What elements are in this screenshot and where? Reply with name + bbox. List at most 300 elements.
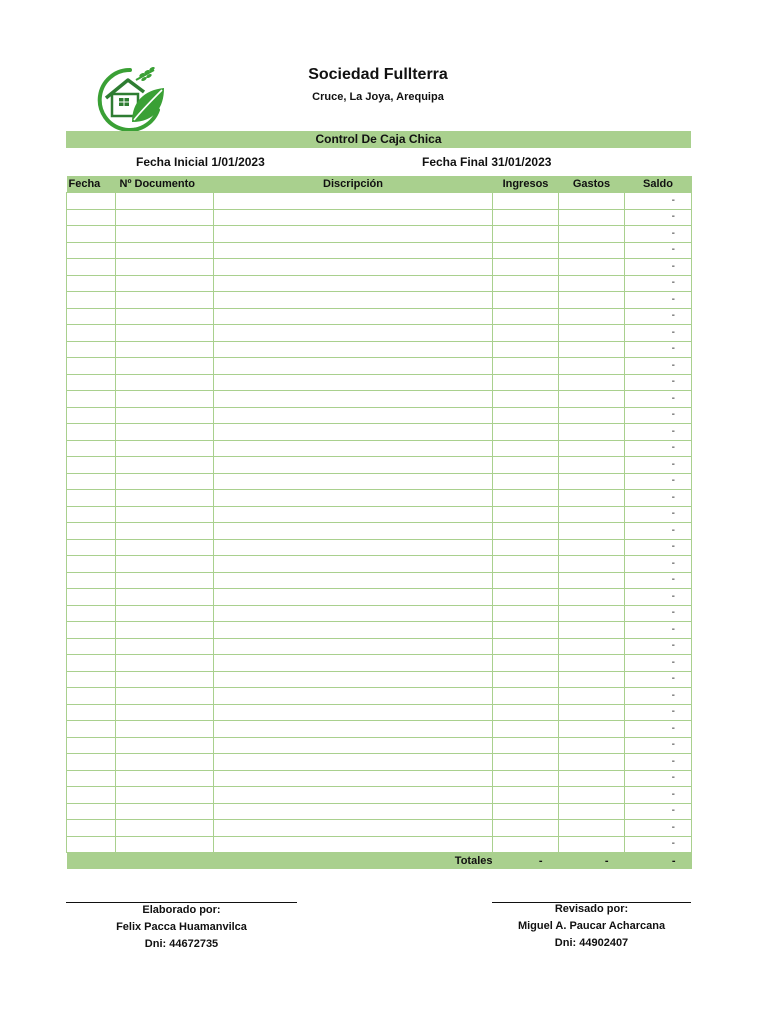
table-row — [67, 424, 692, 441]
cell-saldo[interactable]: - — [625, 391, 692, 408]
cell-descripcion[interactable] — [214, 820, 493, 837]
cell-ingresos[interactable] — [493, 473, 559, 490]
cell-saldo[interactable]: - — [625, 556, 692, 573]
cell-gastos[interactable] — [559, 754, 625, 771]
cell-gastos[interactable] — [559, 374, 625, 391]
cell-documento[interactable] — [116, 671, 214, 688]
table-row — [67, 325, 692, 342]
reviewed-by-label: Revisado por: — [554, 903, 629, 915]
table-row — [67, 638, 692, 655]
end-date-line — [422, 155, 551, 169]
cell-fecha[interactable] — [67, 605, 116, 622]
table-row — [67, 770, 692, 787]
cell-documento[interactable] — [116, 341, 214, 358]
cell-ingresos[interactable] — [493, 358, 559, 375]
cell-gastos[interactable] — [559, 308, 625, 325]
table-row — [67, 209, 692, 226]
cell-gastos[interactable] — [559, 473, 625, 490]
cell-descripcion[interactable] — [214, 440, 493, 457]
cell-saldo[interactable]: - — [625, 325, 692, 342]
cell-descripcion[interactable] — [214, 242, 493, 259]
table-row — [67, 556, 692, 573]
cell-documento[interactable] — [116, 688, 214, 705]
cell-gastos[interactable] — [559, 836, 625, 853]
cell-documento[interactable] — [116, 737, 214, 754]
cell-descripcion[interactable] — [214, 770, 493, 787]
table-row — [67, 242, 692, 259]
table-row — [67, 292, 692, 309]
cell-documento[interactable] — [116, 787, 214, 804]
cell-descripcion[interactable] — [214, 341, 493, 358]
cell-ingresos[interactable] — [493, 193, 559, 210]
cell-descripcion[interactable] — [214, 671, 493, 688]
cell-gastos[interactable] — [559, 704, 625, 721]
table-row — [67, 539, 692, 556]
table-row — [67, 836, 692, 853]
cell-ingresos[interactable] — [493, 226, 559, 243]
cell-ingresos[interactable] — [493, 490, 559, 507]
cell-ingresos[interactable] — [493, 671, 559, 688]
cell-gastos[interactable] — [559, 457, 625, 474]
cell-fecha[interactable] — [67, 820, 116, 837]
cell-documento[interactable] — [116, 770, 214, 787]
cell-documento[interactable] — [116, 292, 214, 309]
table-row — [67, 721, 692, 738]
cell-saldo[interactable]: - — [625, 341, 692, 358]
cell-ingresos[interactable] — [493, 638, 559, 655]
cell-descripcion[interactable] — [214, 688, 493, 705]
cell-ingresos[interactable] — [493, 209, 559, 226]
cell-ingresos[interactable] — [493, 391, 559, 408]
cell-fecha[interactable] — [67, 572, 116, 589]
cell-saldo[interactable]: - — [625, 704, 692, 721]
cell-ingresos[interactable] — [493, 308, 559, 325]
cell-ingresos[interactable] — [493, 622, 559, 639]
cell-fecha[interactable] — [67, 836, 116, 853]
cell-saldo[interactable]: - — [625, 820, 692, 837]
cell-saldo[interactable]: - — [625, 308, 692, 325]
cell-ingresos[interactable] — [493, 374, 559, 391]
cell-fecha[interactable] — [67, 556, 116, 573]
cell-saldo[interactable]: - — [625, 259, 692, 276]
company-logo — [92, 64, 168, 132]
cell-saldo[interactable]: - — [625, 523, 692, 540]
table-row — [67, 655, 692, 672]
cell-documento[interactable] — [116, 655, 214, 672]
cell-descripcion[interactable] — [214, 490, 493, 507]
table-row — [67, 358, 692, 375]
cell-saldo[interactable]: - — [625, 688, 692, 705]
company-name: Sociedad Fullterra — [308, 66, 448, 83]
cell-ingresos[interactable] — [493, 688, 559, 705]
cell-gastos[interactable] — [559, 259, 625, 276]
cell-ingresos[interactable] — [493, 737, 559, 754]
cell-gastos[interactable] — [559, 655, 625, 672]
prepared-by-id: Dni: 44672735 — [144, 938, 219, 950]
table-row — [67, 275, 692, 292]
cell-saldo[interactable]: - — [625, 638, 692, 655]
cell-descripcion[interactable] — [214, 209, 493, 226]
cell-fecha[interactable] — [67, 506, 116, 523]
table-row — [67, 671, 692, 688]
cell-fecha[interactable] — [67, 457, 116, 474]
cell-gastos[interactable] — [559, 391, 625, 408]
cell-saldo[interactable]: - — [625, 424, 692, 441]
cell-saldo[interactable]: - — [625, 242, 692, 259]
cell-gastos[interactable] — [559, 226, 625, 243]
cell-descripcion[interactable] — [214, 193, 493, 210]
cell-documento[interactable] — [116, 457, 214, 474]
cell-documento[interactable] — [116, 605, 214, 622]
cell-ingresos[interactable] — [493, 754, 559, 771]
cell-documento[interactable] — [116, 622, 214, 639]
cell-fecha[interactable] — [67, 539, 116, 556]
cell-fecha[interactable] — [67, 803, 116, 820]
cell-fecha[interactable] — [67, 292, 116, 309]
cell-gastos[interactable] — [559, 490, 625, 507]
cell-descripcion[interactable] — [214, 325, 493, 342]
cell-saldo[interactable]: - — [625, 407, 692, 424]
cell-gastos[interactable] — [559, 242, 625, 259]
table-row — [67, 440, 692, 457]
cell-saldo[interactable]: - — [625, 754, 692, 771]
header-saldo: Saldo — [625, 176, 692, 193]
cell-descripcion[interactable] — [214, 737, 493, 754]
cell-documento[interactable] — [116, 473, 214, 490]
cell-fecha[interactable] — [67, 325, 116, 342]
cell-documento[interactable] — [116, 275, 214, 292]
cell-fecha[interactable] — [67, 490, 116, 507]
cell-gastos[interactable] — [559, 523, 625, 540]
cell-fecha[interactable] — [67, 655, 116, 672]
company-address: Cruce, La Joya, Arequipa — [312, 91, 444, 103]
table-row — [67, 226, 692, 243]
cell-ingresos[interactable] — [493, 275, 559, 292]
cell-saldo[interactable]: - — [625, 622, 692, 639]
cell-saldo[interactable]: - — [625, 275, 692, 292]
cell-descripcion[interactable] — [214, 424, 493, 441]
cell-documento[interactable] — [116, 523, 214, 540]
cell-fecha[interactable] — [67, 341, 116, 358]
cell-documento[interactable] — [116, 374, 214, 391]
table-row — [67, 407, 692, 424]
cell-documento[interactable] — [116, 325, 214, 342]
table-row — [67, 259, 692, 276]
cell-descripcion[interactable] — [214, 275, 493, 292]
cell-descripcion[interactable] — [214, 572, 493, 589]
table-row — [67, 341, 692, 358]
cell-saldo[interactable]: - — [625, 292, 692, 309]
cell-ingresos[interactable] — [493, 803, 559, 820]
cell-gastos[interactable] — [559, 325, 625, 342]
cell-saldo[interactable]: - — [625, 787, 692, 804]
cell-fecha[interactable] — [67, 242, 116, 259]
cell-descripcion[interactable] — [214, 556, 493, 573]
cell-fecha[interactable] — [67, 622, 116, 639]
cell-ingresos[interactable] — [493, 424, 559, 441]
table-row — [67, 308, 692, 325]
cell-descripcion[interactable] — [214, 622, 493, 639]
cell-gastos[interactable] — [559, 275, 625, 292]
cell-saldo[interactable]: - — [625, 671, 692, 688]
cell-gastos[interactable] — [559, 440, 625, 457]
cell-ingresos[interactable] — [493, 407, 559, 424]
cell-gastos[interactable] — [559, 688, 625, 705]
cell-ingresos[interactable] — [493, 457, 559, 474]
table-row — [67, 490, 692, 507]
cell-ingresos[interactable] — [493, 721, 559, 738]
cell-ingresos[interactable] — [493, 605, 559, 622]
table-row — [67, 803, 692, 820]
cell-gastos[interactable] — [559, 556, 625, 573]
cell-ingresos[interactable] — [493, 325, 559, 342]
cell-documento[interactable] — [116, 209, 214, 226]
cell-descripcion[interactable] — [214, 704, 493, 721]
cell-documento[interactable] — [116, 259, 214, 276]
cell-fecha[interactable] — [67, 424, 116, 441]
cell-descripcion[interactable] — [214, 638, 493, 655]
cell-fecha[interactable] — [67, 374, 116, 391]
cell-ingresos[interactable] — [493, 341, 559, 358]
table-header-row — [67, 176, 692, 193]
cell-descripcion[interactable] — [214, 506, 493, 523]
cell-gastos[interactable] — [559, 341, 625, 358]
cell-saldo[interactable]: - — [625, 374, 692, 391]
cell-saldo[interactable]: - — [625, 572, 692, 589]
cell-fecha[interactable] — [67, 754, 116, 771]
cell-descripcion[interactable] — [214, 374, 493, 391]
cell-saldo[interactable]: - — [625, 473, 692, 490]
header-descripcion: Discripción — [214, 176, 493, 193]
cell-documento[interactable] — [116, 424, 214, 441]
cell-documento[interactable] — [116, 506, 214, 523]
cell-descripcion[interactable] — [214, 457, 493, 474]
cell-documento[interactable] — [116, 556, 214, 573]
cell-documento[interactable] — [116, 226, 214, 243]
totals-row — [67, 853, 692, 870]
table-row — [67, 589, 692, 606]
cell-gastos[interactable] — [559, 820, 625, 837]
cell-fecha[interactable] — [67, 787, 116, 804]
cell-gastos[interactable] — [559, 539, 625, 556]
cell-fecha[interactable] — [67, 209, 116, 226]
cell-documento[interactable] — [116, 638, 214, 655]
cell-saldo[interactable]: - — [625, 605, 692, 622]
prepared-by-name: Felix Pacca Huamanvilca — [116, 921, 247, 933]
cell-saldo[interactable]: - — [625, 457, 692, 474]
cash-ledger-table — [66, 176, 692, 869]
cell-gastos[interactable] — [559, 292, 625, 309]
cell-gastos[interactable] — [559, 770, 625, 787]
cell-gastos[interactable] — [559, 638, 625, 655]
totals-ingresos: - — [493, 853, 559, 870]
cell-descripcion[interactable] — [214, 754, 493, 771]
cell-documento[interactable] — [116, 407, 214, 424]
table-row — [67, 605, 692, 622]
cell-fecha[interactable] — [67, 407, 116, 424]
cell-gastos[interactable] — [559, 721, 625, 738]
cell-gastos[interactable] — [559, 209, 625, 226]
cell-descripcion[interactable] — [214, 721, 493, 738]
end-date-label: Fecha Final — [422, 155, 489, 169]
cell-gastos[interactable] — [559, 787, 625, 804]
table-row — [67, 820, 692, 837]
cell-fecha[interactable] — [67, 688, 116, 705]
cell-saldo[interactable]: - — [625, 737, 692, 754]
cell-saldo[interactable]: - — [625, 226, 692, 243]
cell-fecha[interactable] — [67, 440, 116, 457]
cell-descripcion[interactable] — [214, 523, 493, 540]
cell-ingresos[interactable] — [493, 836, 559, 853]
cell-descripcion[interactable] — [214, 358, 493, 375]
cell-fecha[interactable] — [67, 193, 116, 210]
cell-ingresos[interactable] — [493, 820, 559, 837]
cell-saldo[interactable]: - — [625, 506, 692, 523]
cell-saldo[interactable]: - — [625, 440, 692, 457]
table-row — [67, 754, 692, 771]
cell-documento[interactable] — [116, 721, 214, 738]
cell-ingresos[interactable] — [493, 292, 559, 309]
cell-ingresos[interactable] — [493, 506, 559, 523]
cell-descripcion[interactable] — [214, 473, 493, 490]
cell-fecha[interactable] — [67, 226, 116, 243]
cell-documento[interactable] — [116, 754, 214, 771]
header-documento: Nº Documento — [116, 176, 214, 193]
cell-descripcion[interactable] — [214, 407, 493, 424]
cell-fecha[interactable] — [67, 737, 116, 754]
cell-saldo[interactable]: - — [625, 490, 692, 507]
end-date-value: 31/01/2023 — [491, 155, 552, 169]
cell-documento[interactable] — [116, 836, 214, 853]
cell-saldo[interactable]: - — [625, 803, 692, 820]
cell-descripcion[interactable] — [214, 589, 493, 606]
cell-gastos[interactable] — [559, 622, 625, 639]
reviewed-by-id: Dni: 44902407 — [554, 937, 629, 949]
cell-gastos[interactable] — [559, 193, 625, 210]
cell-descripcion[interactable] — [214, 605, 493, 622]
cell-gastos[interactable] — [559, 671, 625, 688]
cell-saldo[interactable]: - — [625, 358, 692, 375]
cell-saldo[interactable]: - — [625, 209, 692, 226]
table-row — [67, 622, 692, 639]
cell-documento[interactable] — [116, 820, 214, 837]
table-row — [67, 572, 692, 589]
cell-descripcion[interactable] — [214, 787, 493, 804]
cell-ingresos[interactable] — [493, 440, 559, 457]
cell-ingresos[interactable] — [493, 787, 559, 804]
cell-descripcion[interactable] — [214, 292, 493, 309]
prepared-by-label: Elaborado por: — [142, 904, 221, 916]
table-row — [67, 473, 692, 490]
cell-ingresos[interactable] — [493, 259, 559, 276]
cell-ingresos[interactable] — [493, 523, 559, 540]
cell-documento[interactable] — [116, 308, 214, 325]
header-gastos: Gastos — [559, 176, 625, 193]
cell-fecha[interactable] — [67, 589, 116, 606]
cell-ingresos[interactable] — [493, 589, 559, 606]
cell-gastos[interactable] — [559, 506, 625, 523]
cell-saldo[interactable]: - — [625, 721, 692, 738]
cell-saldo[interactable]: - — [625, 836, 692, 853]
cell-descripcion[interactable] — [214, 836, 493, 853]
cell-descripcion[interactable] — [214, 655, 493, 672]
table-row — [67, 704, 692, 721]
cell-gastos[interactable] — [559, 803, 625, 820]
cell-descripcion[interactable] — [214, 259, 493, 276]
cell-fecha[interactable] — [67, 671, 116, 688]
cell-gastos[interactable] — [559, 407, 625, 424]
cell-fecha[interactable] — [67, 638, 116, 655]
cell-fecha[interactable] — [67, 704, 116, 721]
house-leaf-logo-icon — [92, 64, 168, 132]
cell-descripcion[interactable] — [214, 539, 493, 556]
cell-descripcion[interactable] — [214, 308, 493, 325]
cell-ingresos[interactable] — [493, 556, 559, 573]
cell-ingresos[interactable] — [493, 655, 559, 672]
cell-documento[interactable] — [116, 803, 214, 820]
table-row — [67, 506, 692, 523]
table-row — [67, 391, 692, 408]
cell-ingresos[interactable] — [493, 539, 559, 556]
cell-gastos[interactable] — [559, 358, 625, 375]
cell-gastos[interactable] — [559, 737, 625, 754]
cell-gastos[interactable] — [559, 589, 625, 606]
cell-fecha[interactable] — [67, 391, 116, 408]
cell-gastos[interactable] — [559, 572, 625, 589]
cell-ingresos[interactable] — [493, 572, 559, 589]
cell-fecha[interactable] — [67, 358, 116, 375]
cell-descripcion[interactable] — [214, 803, 493, 820]
table-row — [67, 787, 692, 804]
totals-gastos: - — [559, 853, 625, 870]
cell-documento[interactable] — [116, 539, 214, 556]
reviewed-by-block — [492, 901, 691, 952]
cell-saldo[interactable]: - — [625, 770, 692, 787]
cell-ingresos[interactable] — [493, 242, 559, 259]
cell-fecha[interactable] — [67, 721, 116, 738]
reviewed-by-name: Miguel A. Paucar Acharcana — [517, 920, 666, 932]
cell-saldo[interactable]: - — [625, 193, 692, 210]
cell-saldo[interactable]: - — [625, 539, 692, 556]
cell-fecha[interactable] — [67, 770, 116, 787]
cell-documento[interactable] — [116, 193, 214, 210]
cell-fecha[interactable] — [67, 308, 116, 325]
table-row — [67, 193, 692, 210]
cell-fecha[interactable] — [67, 523, 116, 540]
cell-fecha[interactable] — [67, 259, 116, 276]
cell-fecha[interactable] — [67, 473, 116, 490]
cell-documento[interactable] — [116, 572, 214, 589]
cell-fecha[interactable] — [67, 275, 116, 292]
cell-documento[interactable] — [116, 440, 214, 457]
cell-descripcion[interactable] — [214, 391, 493, 408]
cell-saldo[interactable]: - — [625, 589, 692, 606]
cell-ingresos[interactable] — [493, 770, 559, 787]
cell-documento[interactable] — [116, 358, 214, 375]
cell-descripcion[interactable] — [214, 226, 493, 243]
cell-documento[interactable] — [116, 704, 214, 721]
cell-documento[interactable] — [116, 589, 214, 606]
cell-gastos[interactable] — [559, 605, 625, 622]
cell-ingresos[interactable] — [493, 704, 559, 721]
cell-documento[interactable] — [116, 490, 214, 507]
table-row — [67, 688, 692, 705]
cell-saldo[interactable]: - — [625, 655, 692, 672]
cell-documento[interactable] — [116, 391, 214, 408]
cell-gastos[interactable] — [559, 424, 625, 441]
cell-documento[interactable] — [116, 242, 214, 259]
start-date-line — [136, 155, 265, 169]
